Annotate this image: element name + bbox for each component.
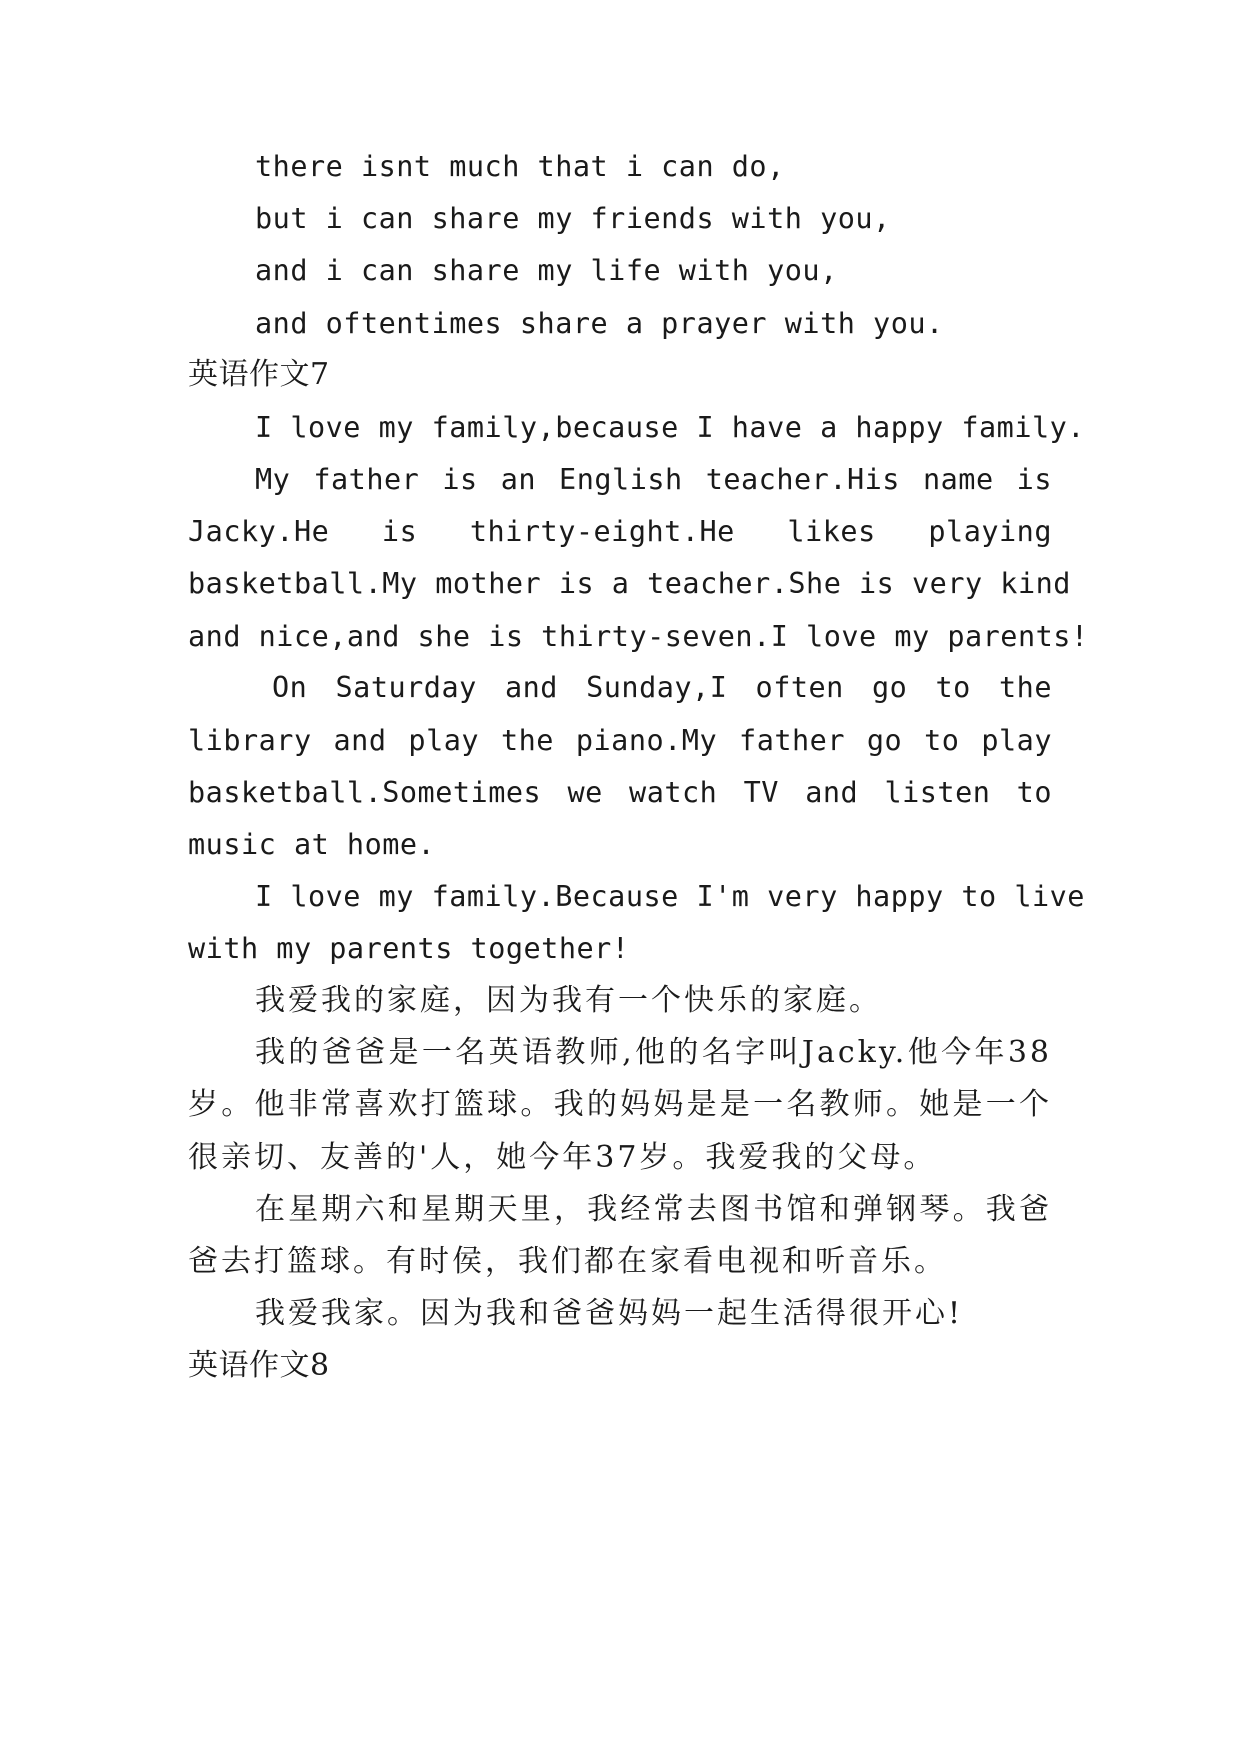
poem-line: and i can share my life with you, [255, 254, 838, 287]
section-heading: 英语作文8 [188, 1348, 330, 1383]
paragraph-line: My father is an English teacher.His name is [255, 463, 1052, 496]
paragraph-line: 爸去打篮球。有时侯，我们都在家看电视和听音乐。 [188, 1244, 947, 1279]
paragraph-line: 我的爸爸是一名英语教师,他的名字叫Jacky.他今年38 [255, 1035, 1052, 1070]
paragraph-line: 在星期六和星期天里，我经常去图书馆和弹钢琴。我爸 [255, 1192, 1052, 1227]
paragraph-line: library and play the piano.My father go to play [188, 724, 1052, 757]
section-heading: 英语作文7 [188, 357, 330, 392]
paragraph-line: basketball.Sometimes we watch TV and listen to [188, 776, 1052, 809]
paragraph-line: 我爱我的家庭，因为我有一个快乐的家庭。 [255, 983, 882, 1018]
poem-line: and oftentimes share a prayer with you. [255, 307, 944, 340]
poem-line: but i can share my friends with you, [255, 202, 891, 235]
paragraph-line: 岁。他非常喜欢打篮球。我的妈妈是是一名教师。她是一个 [188, 1087, 1052, 1122]
paragraph-line: On Saturday and Sunday,I often go to the [272, 671, 1052, 704]
paragraph-line: and nice,and she is thirty-seven.I love my parents! [188, 620, 1089, 653]
poem-line: there isnt much that i can do, [255, 150, 785, 183]
paragraph-line: music at home. [188, 828, 436, 861]
paragraph-line: I love my family,because I have a happy family. [255, 411, 1085, 444]
paragraph-line: Jacky.He is thirty-eight.He likes playing [188, 515, 1052, 548]
paragraph-line: basketball.My mother is a teacher.She is very kind [188, 567, 1071, 600]
paragraph-line: with my parents together! [188, 932, 630, 965]
paragraph-line: 我爱我家。因为我和爸爸妈妈一起生活得很开心! [255, 1296, 964, 1331]
paragraph-line: 很亲切、友善的'人，她今年37岁。我爱我的父母。 [188, 1140, 937, 1175]
paragraph-line: I love my family.Because I'm very happy to live [255, 880, 1085, 913]
